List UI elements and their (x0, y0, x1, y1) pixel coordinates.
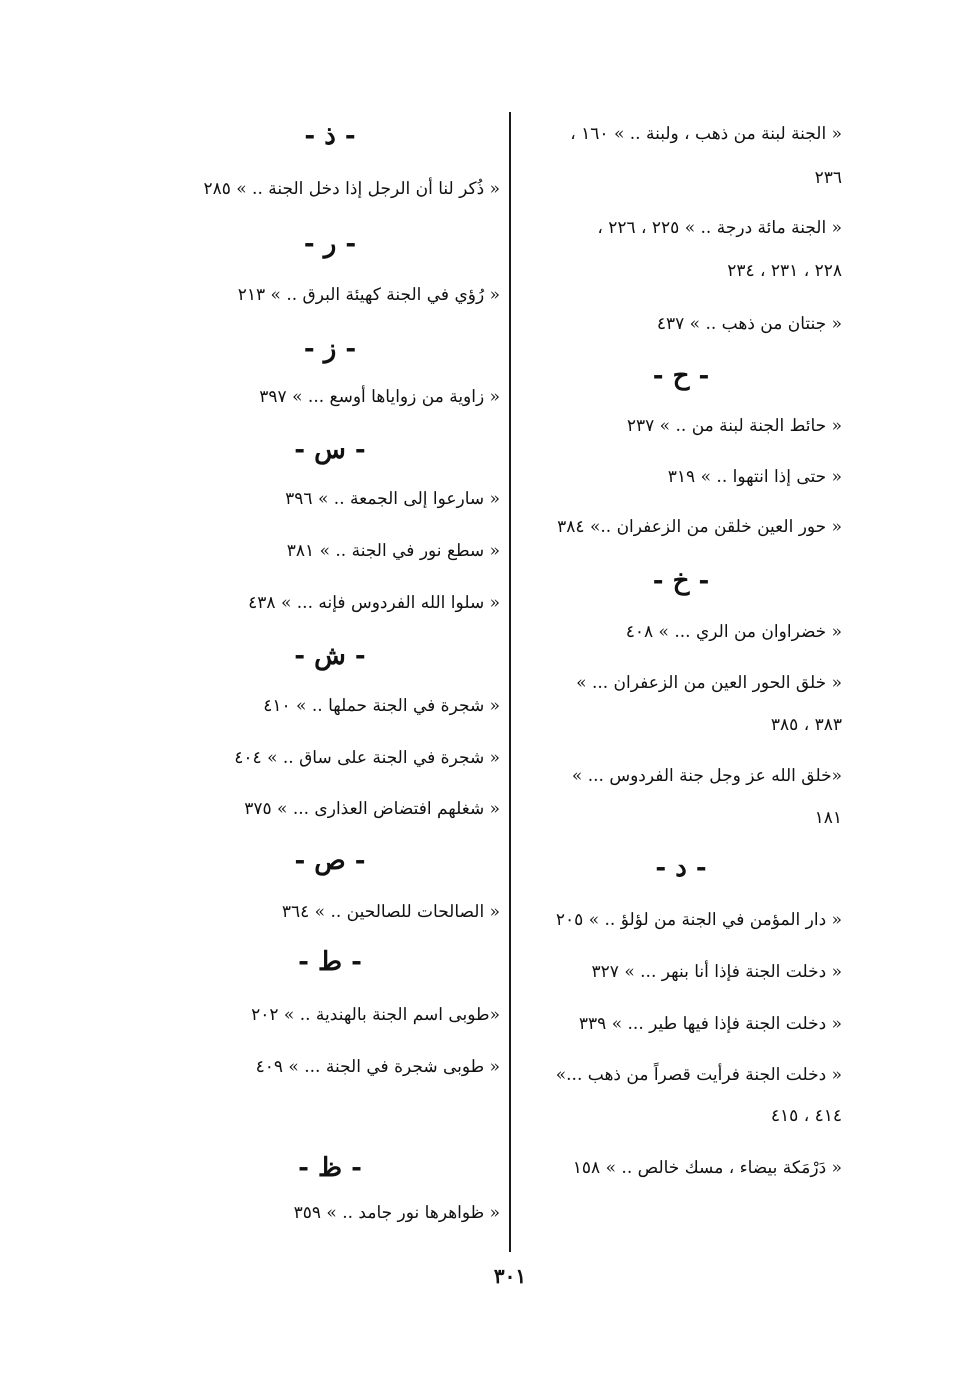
section-heading-ra: - ر - (303, 229, 357, 259)
section-heading-zay: - ز - (303, 334, 357, 364)
index-entry: « شجرة في الجنة على ساق .. » ٤٠٤ (234, 748, 500, 768)
index-entry: « دخلت الجنة فرأيت قصراً من ذهب ...» (555, 1065, 842, 1085)
index-entry: « ظواهرها نور جامد .. » ٣٥٩ (293, 1203, 500, 1223)
index-entry-continuation: ٢٣٦ (814, 168, 842, 188)
section-heading-sin: - س - (294, 435, 366, 465)
index-entry: « الصالحات للصالحين .. » ٣٦٤ (281, 902, 500, 922)
index-entry: « حتى إذا انتهوا .. » ٣١٩ (667, 467, 842, 487)
index-entry: « الجنة لبنة من ذهب ، ولبنة .. » ١٦٠ ، (570, 124, 842, 144)
index-entry: «طوبى اسم الجنة بالهندية .. » ٢٠٢ (251, 1005, 500, 1025)
section-heading-sad: - ص - (294, 846, 366, 876)
index-entry: « حور العين خلقن من الزعفران ..» ٣٨٤ (557, 517, 842, 537)
index-entry: « دار المؤمن في الجنة من لؤلؤ .. » ٢٠٥ (555, 910, 842, 930)
index-entry-continuation: ١٨١ (814, 808, 842, 828)
index-entry: « الجنة مائة درجة .. » ٢٢٥ ، ٢٢٦ ، (597, 218, 842, 238)
index-entry: « حائط الجنة لبنة من .. » ٢٣٧ (626, 416, 842, 436)
index-entry: « خضراوان من الري ... » ٤٠٨ (625, 622, 842, 642)
index-entry: « سارعوا إلى الجمعة .. » ٣٩٦ (285, 489, 500, 509)
column-divider (509, 112, 511, 1252)
index-entry: « سلوا الله الفردوس فإنه ... » ٤٣٨ (248, 593, 500, 613)
index-entry: « دخلت الجنة فإذا فيها طير ... » ٣٣٩ (578, 1014, 842, 1034)
index-entry: « جنتان من ذهب .. » ٤٣٧ (656, 314, 842, 334)
index-entry-continuation: ٢٢٨ ، ٢٣١ ، ٢٣٤ (727, 261, 842, 281)
section-heading-dhal: - ذ - (304, 121, 356, 151)
section-heading-kha: - خ - (652, 566, 710, 596)
index-entry: « سطع نور في الجنة .. » ٣٨١ (286, 541, 500, 561)
index-entry: « زاوية من زواياها أوسع ... » ٣٩٧ (259, 387, 500, 407)
index-entry: « رُؤي في الجنة كهيئة البرق .. » ٢١٣ (237, 285, 500, 305)
page-number: ٣٠١ (493, 1264, 527, 1288)
index-entry: « شغلهم افتضاض العذارى ... » ٣٧٥ (244, 799, 500, 819)
section-heading-dal: - د - (655, 853, 707, 883)
section-heading-shin: - ش - (294, 641, 366, 671)
index-entry-continuation: ٣٨٣ ، ٣٨٥ (770, 715, 842, 735)
index-entry: « شجرة في الجنة حملها .. » ٤١٠ (263, 696, 500, 716)
index-entry: « دَرْمَكة بيضاء ، مسك خالص .. » ١٥٨ (572, 1158, 842, 1178)
section-heading-ta: - ط - (298, 947, 362, 977)
section-heading-ha: - ح - (652, 361, 710, 391)
section-heading-za: - ظ - (298, 1153, 362, 1183)
index-entry: « دخلت الجنة فإذا أنا بنهر ... » ٣٢٧ (591, 962, 842, 982)
index-entry: «خلق الله عز وجل جنة الفردوس ... » (571, 766, 842, 786)
index-entry: « خلق الحور العين من الزعفران ... » (576, 673, 842, 693)
index-entry: « طوبى شجرة في الجنة ... » ٤٠٩ (255, 1057, 500, 1077)
index-entry: « ذُكر لنا أن الرجل إذا دخل الجنة .. » ٢٨٥ (203, 179, 500, 199)
index-entry-continuation: ٤١٤ ، ٤١٥ (770, 1106, 842, 1126)
